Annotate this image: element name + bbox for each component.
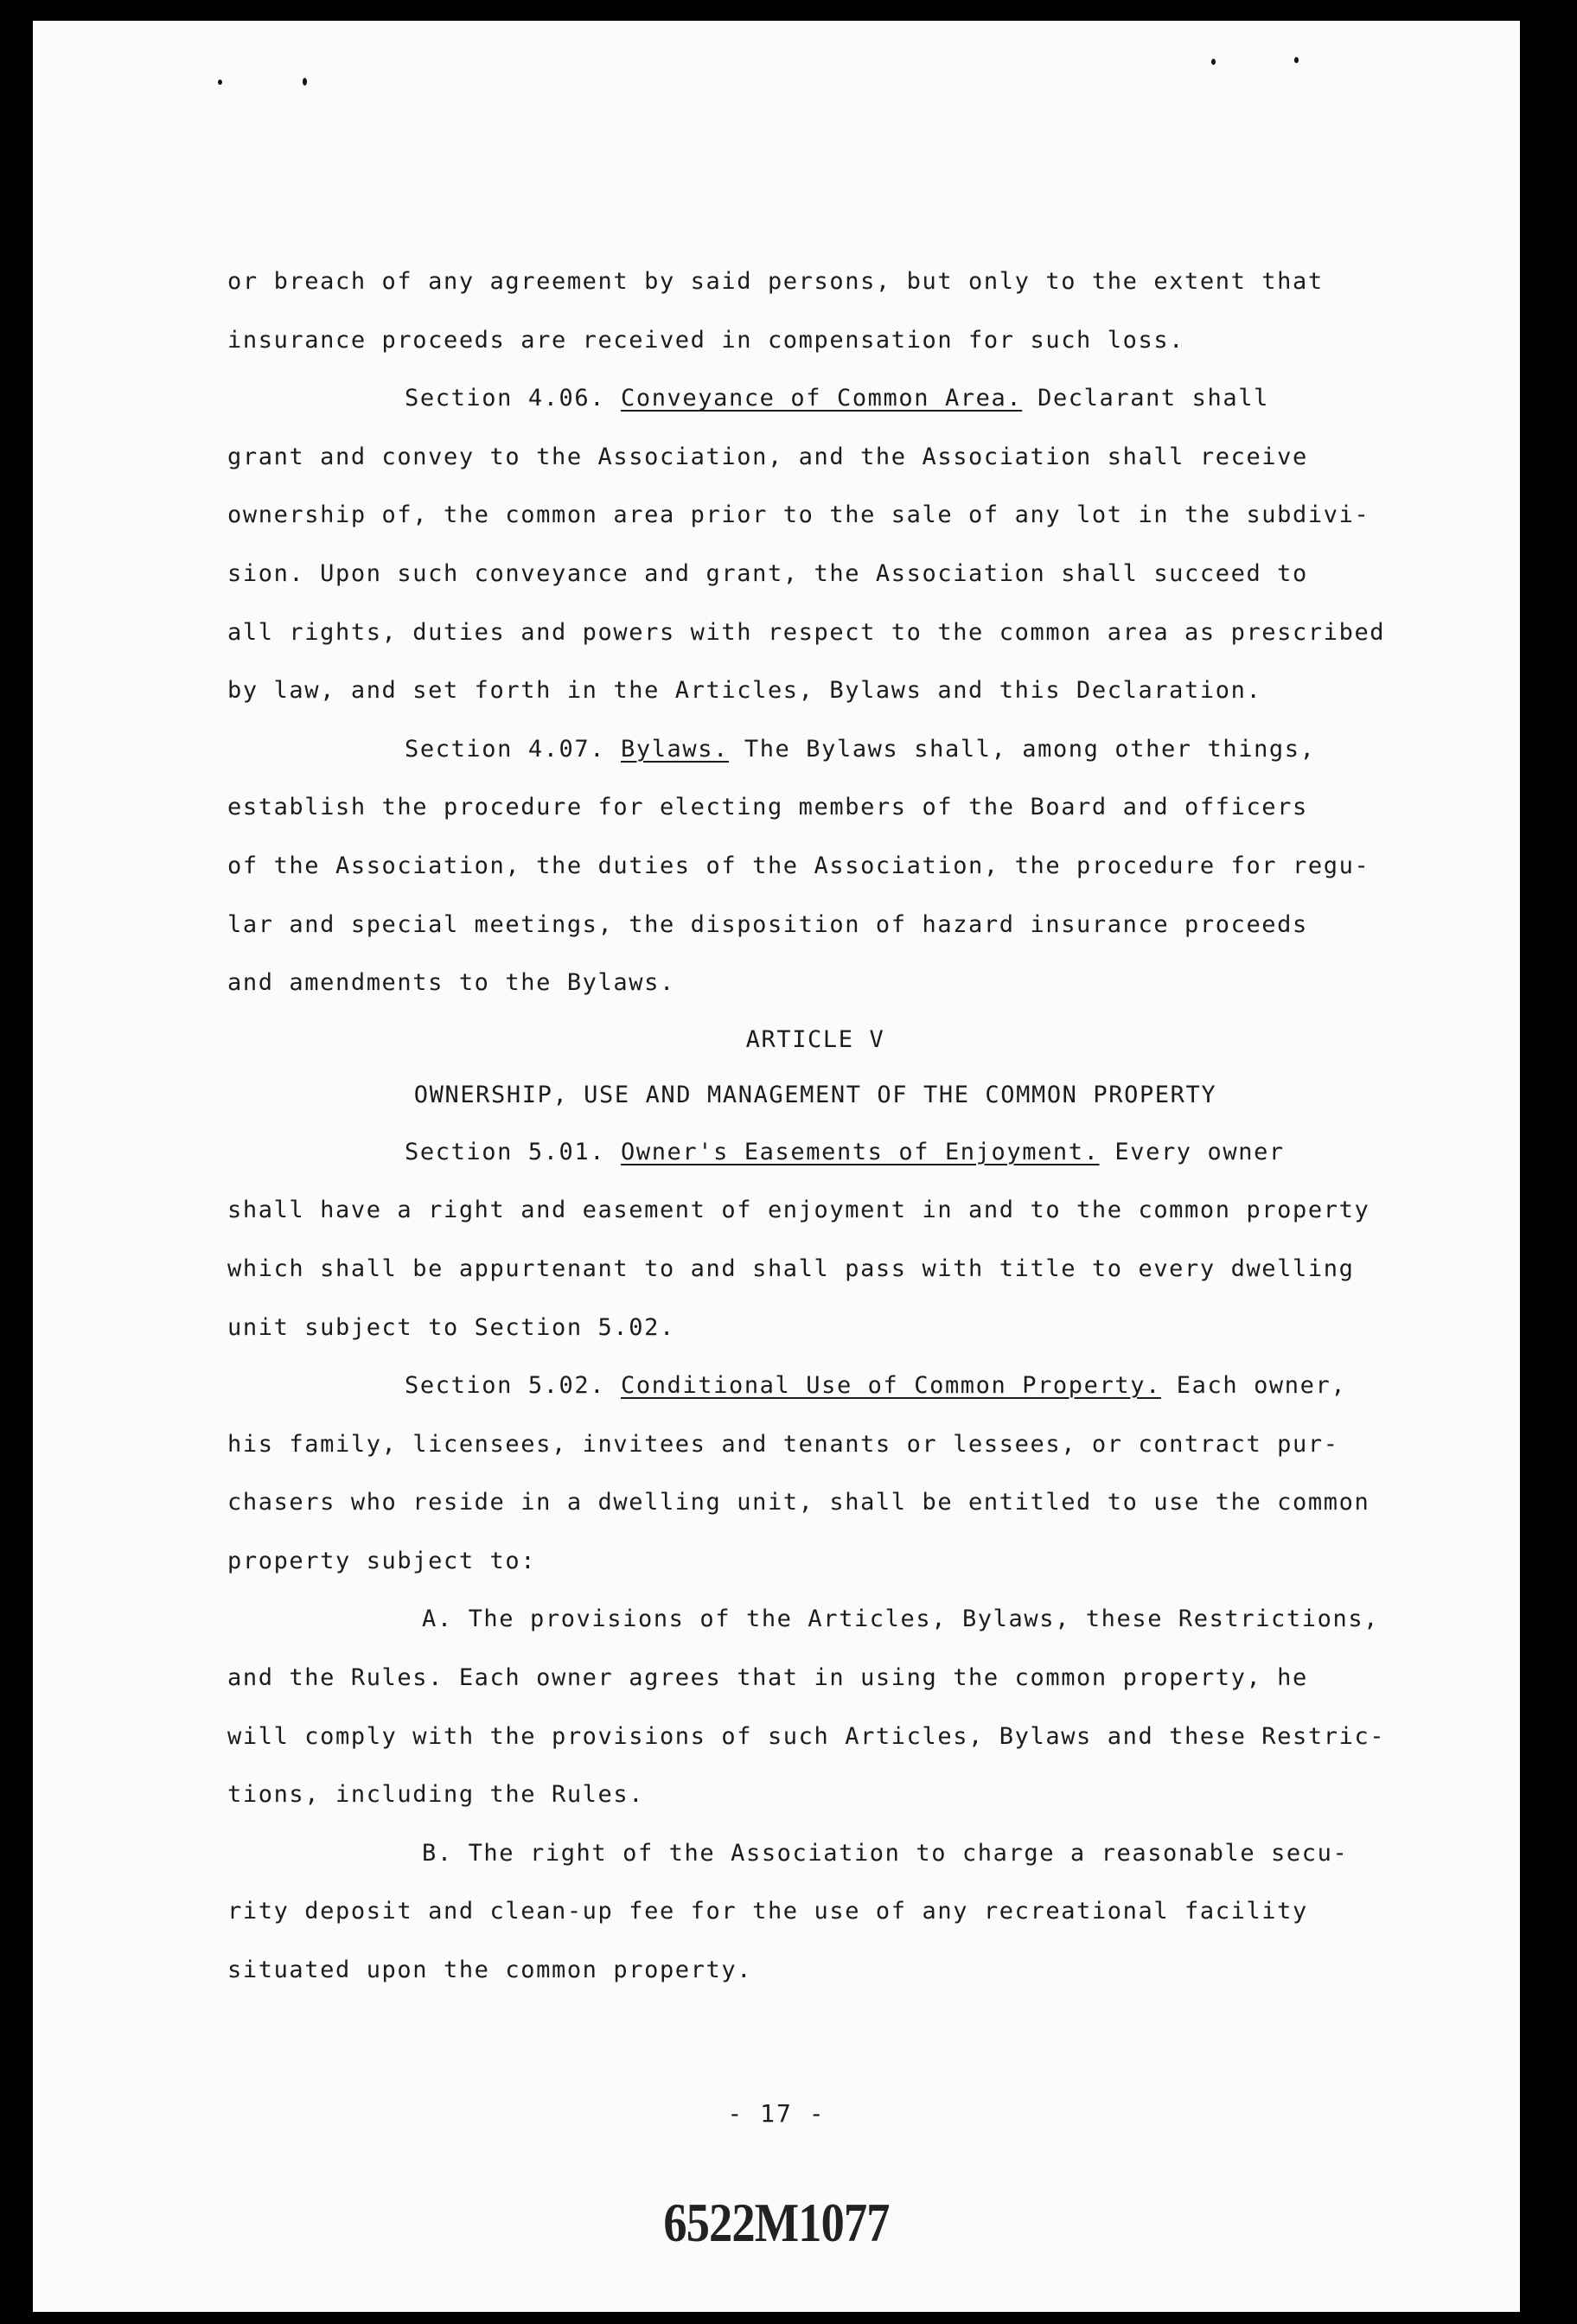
text-line: rity deposit and clean-up fee for the use of any recreational facility [227,1898,1308,1925]
text-line: and amendments to the Bylaws. [227,969,675,997]
section-5-02-heading [227,1357,1403,1415]
section-number: Section 4.06. [405,385,606,412]
text-line: of the Association, the duties of the Association, the procedure for regu- [227,852,1370,879]
section-text: Each owner, [1176,1372,1347,1400]
text-line: ownership of, the common area prior to the sale of any lot in the subdivi- [227,501,1370,529]
text-line: lar and special meetings, the disposition of hazard insurance proceeds [227,910,1308,938]
article-title: OWNERSHIP, USE AND MANAGEMENT OF THE COMMON PROPERTY [413,1081,1217,1108]
page-number: - 17 - [727,2099,826,2128]
section-number: Section 5.01. [405,1138,606,1165]
section-4-06-heading [227,369,1403,428]
section-number: Section 4.07. [405,735,606,763]
section-title: Owner's Easements of Enjoyment. [620,1138,1100,1165]
scan-speck [1211,59,1216,65]
text-line: unit subject to Section 5.02. [227,1313,675,1341]
text-line: and the Rules. Each owner agrees that in using the common property, he [227,1664,1308,1692]
document-body [227,252,1403,2000]
text-line: will comply with the provisions of such Articles, Bylaws and these Restric- [227,1722,1386,1750]
section-title: Conditional Use of Common Property. [620,1372,1161,1400]
item-a-first-line: A. The provisions of the Articles, Bylaws, these Restrictions, [422,1606,1380,1633]
text-line: all rights, duties and powers with respect to the common area as prescribed [227,618,1386,646]
section-text: The Bylaws shall, among other things, [744,735,1316,763]
section-text: Every owner [1114,1138,1285,1165]
scan-speck [218,80,222,85]
text-line: which shall be appurtenant to and shall pass with title to every dwelling [227,1255,1355,1282]
scan-speck [1294,57,1299,63]
text-line: insurance proceeds are received in compensation for such loss. [227,326,1185,354]
section-number: Section 5.02. [405,1372,606,1400]
section-title: Bylaws. [620,735,729,763]
document-stamp-number: 6522M1077 [663,2192,890,2253]
text-line: or breach of any agreement by said persons, but only to the extent that [227,268,1324,295]
section-title: Conveyance of Common Area. [620,385,1023,412]
article-label: ARTICLE V [745,1025,885,1053]
item-b-first-line: B. The right of the Association to charge a reasonable secu- [422,1839,1349,1867]
text-line: shall have a right and easement of enjoyment in and to the common property [227,1197,1370,1224]
text-line: property subject to: [227,1547,537,1574]
section-5-01-heading [227,1123,1403,1182]
text-line: establish the procedure for electing members of the Board and officers [227,794,1308,821]
document-page [33,21,1520,2312]
text-line: by law, and set forth in the Articles, Bylaws and this Declaration. [227,677,1262,705]
section-text: Declarant shall [1038,385,1269,412]
scan-speck [303,78,307,86]
section-4-07-heading [227,720,1403,779]
text-line: sion. Upon such conveyance and grant, the Association shall succeed to [227,559,1308,587]
text-line: grant and convey to the Association, and the Association shall receive [227,443,1308,470]
text-line: tions, including the Rules. [227,1781,645,1809]
text-line: situated upon the common property. [227,1957,753,1984]
text-line: chasers who reside in a dwelling unit, shall be entitled to use the common [227,1489,1370,1516]
text-line: his family, licensees, invitees and tenants or lessees, or contract pur- [227,1430,1339,1458]
